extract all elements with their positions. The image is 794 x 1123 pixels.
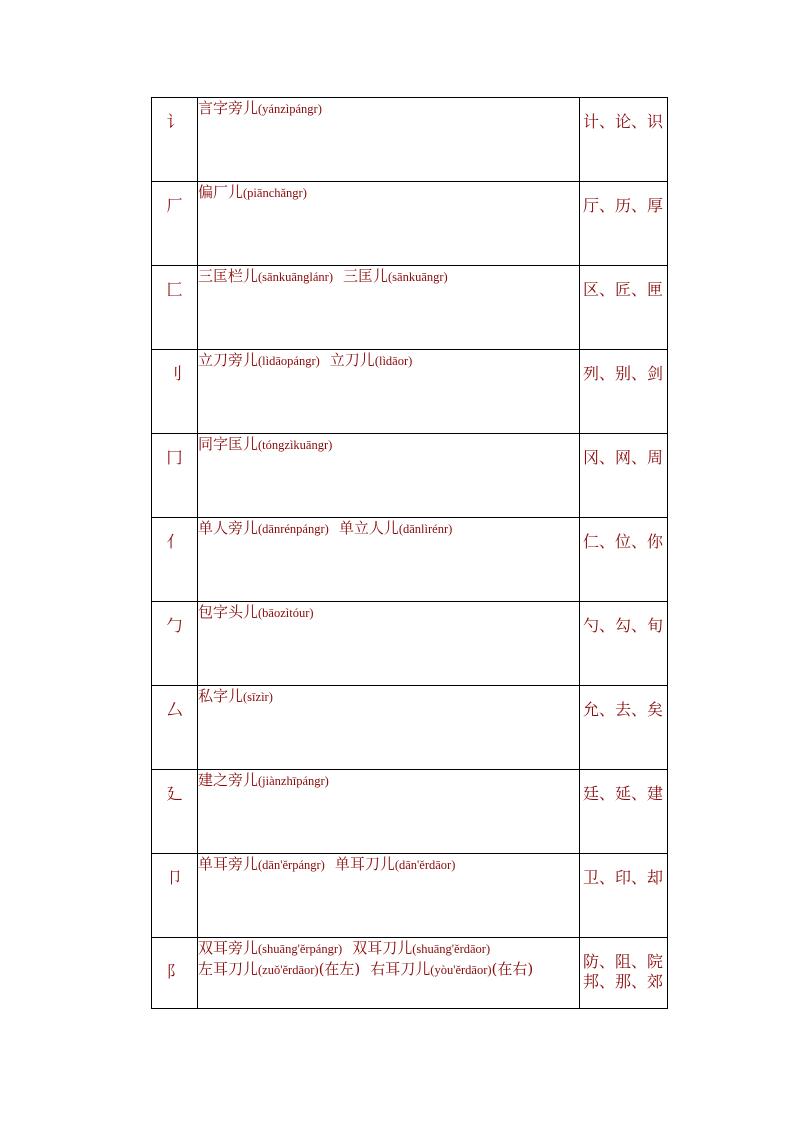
radical-name: 偏厂儿 [198,183,244,201]
examples-cell [580,770,668,854]
name-line [198,98,579,119]
radical-glyph: 阝 [166,962,183,981]
table-row [152,686,668,770]
radical-pinyin: (zuǒ'ěrdāor) [258,963,319,977]
table-row [152,266,668,350]
name-line [198,959,579,980]
radical-pinyin: (bāozìtóur) [258,606,314,620]
radical-name: 建之旁儿 [198,771,259,789]
radical-name: 言字旁儿 [198,99,259,117]
radical-name: 单人旁儿 [198,519,259,537]
radical-name: 三匡栏儿 [198,267,259,285]
table-row [152,434,668,518]
radical-pinyin: (tóngzìkuāngr) [258,438,333,452]
radical-name-cell [198,434,580,518]
example-line: 厅、历、厚 [583,196,664,215]
example-characters [580,854,667,888]
radical-name-cell [198,266,580,350]
example-line: 勺、勾、旬 [583,616,664,635]
radical-glyph: 厂 [166,196,183,215]
example-line: 列、别、剑 [583,364,664,383]
example-line: 卫、印、却 [583,868,664,887]
radical-cell [152,350,198,434]
examples-cell [580,602,668,686]
example-characters [580,350,667,384]
table-row [152,854,668,938]
example-line: 邦、那、郊 [583,972,664,991]
radical-name-cell [198,686,580,770]
example-characters [580,770,667,804]
radical-name: 单耳刀儿 [334,855,395,873]
radical-cell [152,434,198,518]
example-characters [580,686,667,720]
examples-cell [580,182,668,266]
radical-cell [152,854,198,938]
examples-cell [580,938,668,1009]
example-line: 仁、位、你 [583,532,664,551]
radical-table-body [152,98,668,1009]
table-row [152,98,668,182]
name-line [198,518,579,539]
table-row [152,938,668,1009]
radical-name: 右耳刀儿 [370,960,431,978]
name-line [198,602,579,623]
radical-name: 同字匡儿 [198,435,259,453]
radical-name: 单耳旁儿 [198,855,259,873]
table-row [152,602,668,686]
example-characters [580,434,667,468]
radical-pinyin: (piānchǎngr) [243,186,307,200]
examples-cell [580,518,668,602]
radical-pinyin: (lìdāor) [374,354,413,368]
example-line: 区、匠、匣 [583,280,664,299]
radical-name-cell [198,854,580,938]
radical-cell [152,182,198,266]
radical-name: 立刀儿 [329,351,375,369]
radical-name: 单立人儿 [338,519,399,537]
radical-name-cell [198,98,580,182]
radical-pinyin: (shuāng'ěrpángr) [258,942,343,956]
radical-name-cell [198,350,580,434]
table-row [152,182,668,266]
example-characters [580,266,667,300]
name-line [198,434,579,455]
radical-cell [152,686,198,770]
radical-pinyin: (dān'ěrdāor) [394,858,456,872]
example-line: 允、去、矣 [583,700,664,719]
name-line [198,182,579,203]
radical-cell [152,518,198,602]
examples-cell [580,266,668,350]
example-characters [580,938,667,992]
radical-pinyin: (jiànzhīpángr) [258,774,329,788]
example-line: 冈、网、周 [583,448,664,467]
radical-pinyin: (sānkuāngr) [388,270,448,284]
radical-pinyin: (shuāng'ěrdāor) [412,942,491,956]
example-line: 廷、延、建 [583,784,664,803]
example-characters [580,98,667,132]
table-row [152,518,668,602]
radical-glyph: 匚 [166,280,183,299]
radical-glyph: 厶 [166,700,183,719]
radical-name: 双耳刀儿 [352,939,413,957]
table-row [152,350,668,434]
radical-glyph: 廴 [166,784,183,803]
radical-pinyin: (yánzìpángr) [258,102,322,116]
radical-name: 私字儿 [198,687,244,705]
radical-name: 双耳旁儿 [198,939,259,957]
radical-pinyin: (dānlìrénr) [398,522,453,536]
radical-pinyin: (yòu'ěrdāor) [430,963,492,977]
examples-cell [580,350,668,434]
example-line: 计、论、识 [583,112,664,131]
table-row [152,770,668,854]
radical-glyph: 冂 [166,448,183,467]
radical-name: 立刀旁儿 [198,351,259,369]
radical-glyph: 卩 [166,868,183,887]
radical-pinyin: (lìdāopángr) [258,354,320,368]
name-line [198,350,579,371]
examples-cell [580,854,668,938]
radical-pinyin: (dān'ěrpángr) [258,858,325,872]
radical-cell [152,770,198,854]
radical-glyph: 刂 [166,364,183,383]
position-note: (在右) [491,960,534,978]
radical-cell [152,266,198,350]
example-characters [580,518,667,552]
radical-name-cell [198,938,580,1009]
radical-glyph: 亻 [166,532,183,551]
name-line [198,686,579,707]
radical-cell [152,938,198,1009]
radical-name: 三匡儿 [343,267,389,285]
example-characters [580,602,667,636]
name-line [198,938,579,959]
radical-cell [152,98,198,182]
position-note: (在左) [318,960,361,978]
example-line: 防、阻、院 [583,952,664,971]
radical-name-cell [198,182,580,266]
radical-glyph: 讠 [166,112,183,131]
name-line [198,770,579,791]
radical-table [151,97,668,1009]
radical-name-cell [198,602,580,686]
radical-name-cell [198,518,580,602]
radical-name-cell [198,770,580,854]
radical-cell [152,602,198,686]
example-characters [580,182,667,216]
radical-pinyin: (sīzìr) [243,690,273,704]
name-line [198,266,579,287]
examples-cell [580,434,668,518]
examples-cell [580,686,668,770]
radical-pinyin: (dānrénpángr) [258,522,329,536]
examples-cell [580,98,668,182]
radical-name: 包字头儿 [198,603,259,621]
name-line [198,854,579,875]
radical-glyph: 勹 [166,616,183,635]
radical-pinyin: (sānkuānglánr) [258,270,333,284]
radical-name: 左耳刀儿 [198,960,259,978]
